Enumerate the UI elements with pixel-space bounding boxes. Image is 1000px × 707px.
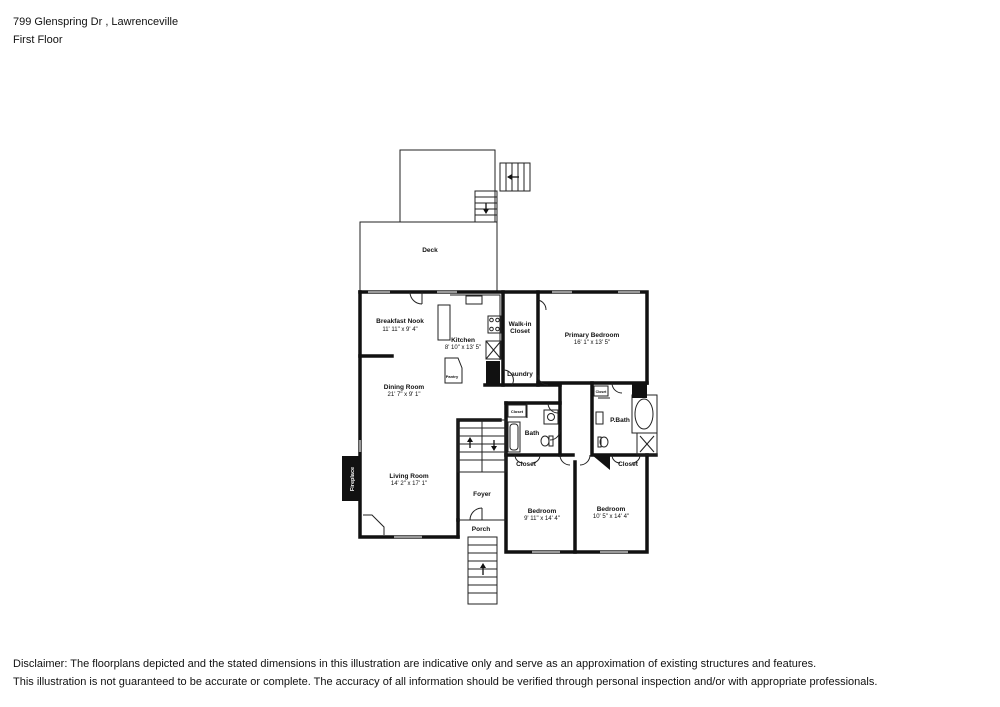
- p-closet-label: Closet: [595, 390, 607, 394]
- interior-stairs: [458, 420, 506, 472]
- arrow-left-icon: [507, 174, 519, 180]
- bathtub-icon: [508, 422, 520, 452]
- small-closet-label: Closet: [510, 409, 524, 414]
- sink-icon: [544, 410, 558, 424]
- pantry-label: Pantry: [445, 374, 459, 379]
- dining-room-label: Dining Room: [383, 384, 425, 391]
- disclaimer-line-2: This illustration is not guaranteed to be accurate or complete. The accuracy of all information should be verified through personal inspection and/or with appropriate professionals.: [13, 676, 878, 688]
- dining-room-dims: 21' 7" x 9' 1": [387, 392, 421, 398]
- pantry: [445, 358, 462, 383]
- bedroom-1-dims: 9' 11" x 14' 4": [524, 516, 560, 522]
- walk-in-closet-label-2: Closet: [510, 328, 530, 335]
- toilet-icon: [598, 437, 608, 447]
- living-room-label: Living Room: [389, 473, 429, 480]
- corner-fireplace: [363, 515, 384, 535]
- breakfast-nook-dims: 11' 11" x 9' 4": [382, 327, 418, 333]
- bedroom-2-label: Bedroom: [596, 506, 626, 513]
- kitchen-dims: 8' 10" x 13' 5": [444, 345, 482, 351]
- disclaimer-line-1: Disclaimer: The floorplans depicted and the stated dimensions in this illustration are indicative only and serve as an approximation of existing structures and features.: [13, 658, 817, 670]
- tub-basin: [635, 399, 653, 429]
- primary-bedroom-label: Primary Bedroom: [564, 332, 620, 339]
- primary-bedroom-dims: 16' 1" x 13' 5": [573, 340, 611, 346]
- foyer-label: Foyer: [473, 491, 491, 498]
- sink-icon: [466, 296, 482, 304]
- arrow-down-icon: [491, 440, 497, 451]
- porch-label: Porch: [471, 526, 491, 533]
- breakfast-nook-label: Breakfast Nook: [376, 318, 424, 325]
- island: [438, 305, 450, 340]
- sink-icon: [596, 412, 603, 424]
- bath-label: Bath: [524, 430, 540, 437]
- bedroom-2-dims: 10' 5" x 14' 4": [592, 514, 630, 520]
- closet-b-label: Closet: [618, 461, 638, 468]
- p-bath-label: P.Bath: [610, 417, 630, 424]
- bedroom-1-label: Bedroom: [527, 508, 557, 515]
- address-title: 799 Glenspring Dr , Lawrenceville: [13, 16, 179, 28]
- closet-corner-dark: [592, 455, 610, 470]
- upper-deck-area: [400, 150, 495, 222]
- kitchen-cabinet-dark: [486, 361, 500, 384]
- floor-label: First Floor: [13, 34, 63, 46]
- primary-closet-dark: [632, 383, 647, 398]
- deck-area: [360, 222, 497, 292]
- deck-label: Deck: [422, 247, 438, 254]
- living-room-dims: 14' 2" x 17' 1": [390, 481, 428, 487]
- arrow-up-icon: [467, 437, 473, 448]
- walk-in-closet-label: Walk-in: [508, 321, 532, 328]
- toilet-icon: [541, 436, 553, 446]
- laundry-label: Laundry: [507, 371, 533, 378]
- kitchen-label: Kitchen: [451, 337, 475, 344]
- fireplace-label: Fireplace: [350, 466, 356, 492]
- closet-a-label: Closet: [516, 461, 536, 468]
